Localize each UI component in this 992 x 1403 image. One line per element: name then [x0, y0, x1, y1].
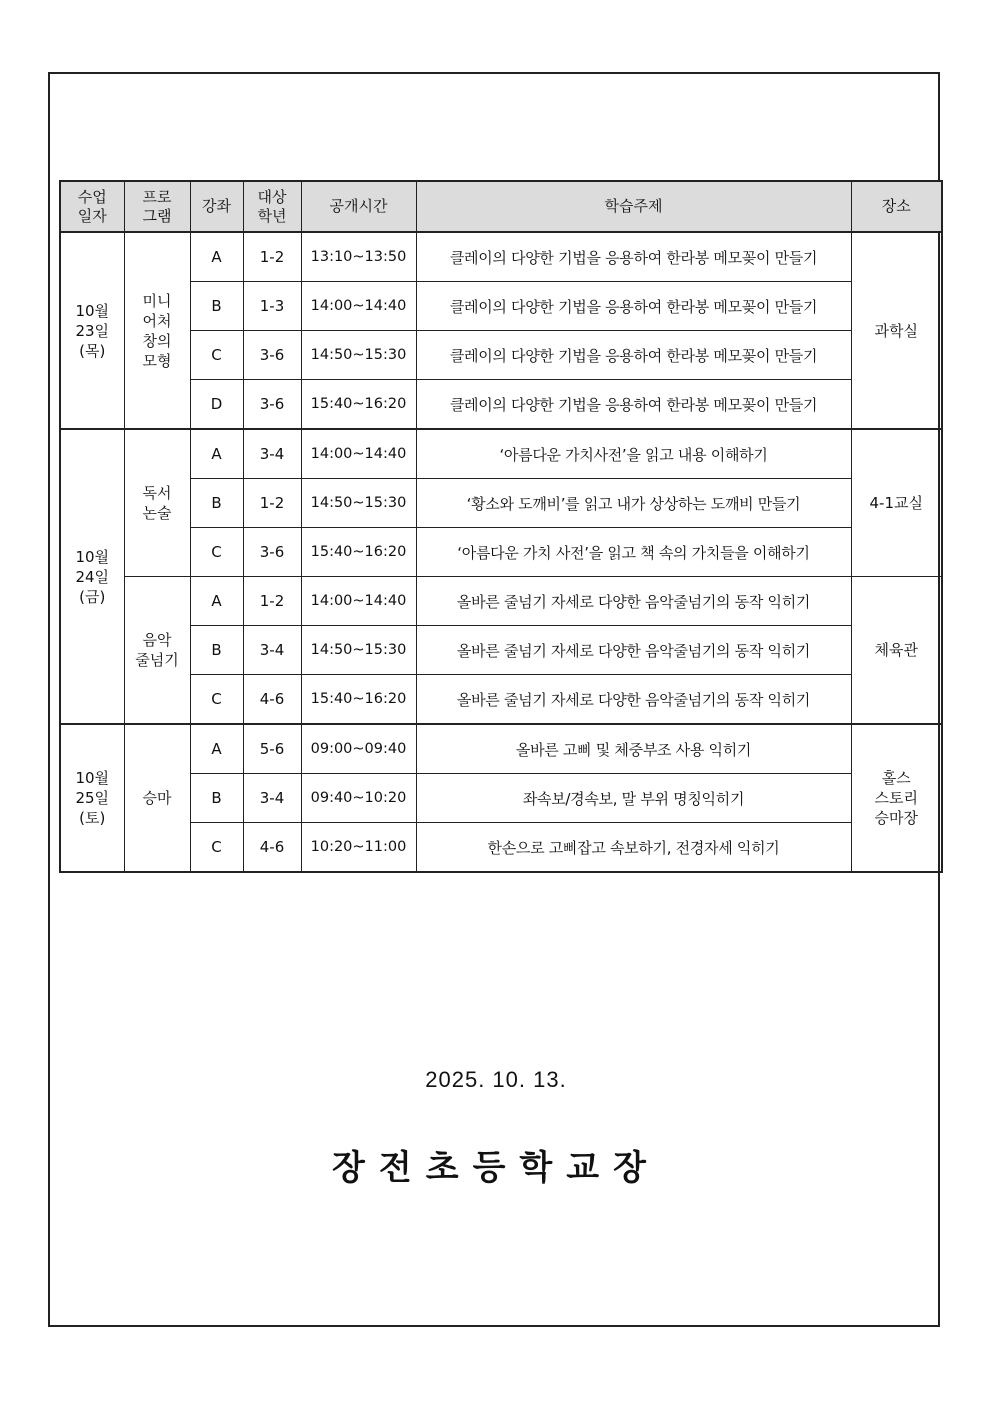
time-cell: 09:00~09:40: [301, 724, 416, 774]
grade-cell: 3-4: [243, 429, 301, 479]
time-cell: 14:50~15:30: [301, 626, 416, 675]
topic-cell: ‘황소와 도깨비’를 읽고 내가 상상하는 도깨비 만들기: [416, 479, 851, 528]
topic-cell: 클레이의 다양한 기법을 응용하여 한라봉 메모꽂이 만들기: [416, 232, 851, 282]
header-class: 강좌: [190, 181, 243, 232]
schedule-table: [59, 180, 943, 873]
class-cell: A: [190, 724, 243, 774]
grade-cell: 1-2: [243, 577, 301, 626]
time-cell: 14:50~15:30: [301, 331, 416, 380]
grade-cell: 3-4: [243, 626, 301, 675]
class-cell: B: [190, 774, 243, 823]
place-cell: 홀스 스토리 승마장: [851, 724, 942, 872]
topic-cell: 올바른 줄넘기 자세로 다양한 음악줄넘기의 동작 익히기: [416, 626, 851, 675]
class-cell: A: [190, 577, 243, 626]
grade-cell: 3-6: [243, 528, 301, 577]
principal-signature: 장전초등학교장: [332, 1148, 660, 1188]
time-cell: 15:40~16:20: [301, 528, 416, 577]
time-cell: 10:20~11:00: [301, 823, 416, 873]
table-row: [60, 774, 942, 823]
grade-cell: 3-6: [243, 380, 301, 430]
table-row: [60, 675, 942, 725]
topic-cell: ‘아름다운 가치 사전’을 읽고 책 속의 가치들을 이해하기: [416, 528, 851, 577]
time-cell: 14:00~14:40: [301, 577, 416, 626]
class-cell: D: [190, 380, 243, 430]
table-header-row: [60, 181, 942, 232]
class-cell: C: [190, 823, 243, 873]
grade-cell: 1-2: [243, 232, 301, 282]
header-date: 수업 일자: [60, 181, 124, 232]
time-cell: 15:40~16:20: [301, 675, 416, 725]
table-row: [60, 282, 942, 331]
class-cell: B: [190, 479, 243, 528]
program-cell: 승마: [124, 724, 190, 872]
grade-cell: 1-2: [243, 479, 301, 528]
table-row: [60, 331, 942, 380]
class-cell: B: [190, 626, 243, 675]
header-place: 장소: [851, 181, 942, 232]
time-cell: 14:50~15:30: [301, 479, 416, 528]
class-cell: A: [190, 232, 243, 282]
table-row: [60, 626, 942, 675]
place-cell: 과학실: [851, 232, 942, 429]
grade-cell: 3-6: [243, 331, 301, 380]
class-cell: C: [190, 528, 243, 577]
table-row: [60, 528, 942, 577]
header-program: 프로 그램: [124, 181, 190, 232]
program-cell: 미니 어처 창의 모형: [124, 232, 190, 429]
place-cell: 체육관: [851, 577, 942, 725]
date-cell: 10월 24일 (금): [60, 429, 124, 724]
program-cell: 음악 줄넘기: [124, 577, 190, 725]
program-cell: 독서 논술: [124, 429, 190, 577]
topic-cell: 올바른 줄넘기 자세로 다양한 음악줄넘기의 동작 익히기: [416, 577, 851, 626]
date-cell: 10월 23일 (목): [60, 232, 124, 429]
class-cell: A: [190, 429, 243, 479]
table-row: [60, 823, 942, 873]
grade-cell: 4-6: [243, 823, 301, 873]
topic-cell: 한손으로 고삐잡고 속보하기, 전경자세 익히기: [416, 823, 851, 873]
table-row: [60, 232, 942, 282]
topic-cell: ‘아름다운 가치사전’을 읽고 내용 이해하기: [416, 429, 851, 479]
date-cell: 10월 25일 (토): [60, 724, 124, 872]
topic-cell: 클레이의 다양한 기법을 응용하여 한라봉 메모꽂이 만들기: [416, 282, 851, 331]
table-row: [60, 429, 942, 479]
time-cell: 14:00~14:40: [301, 429, 416, 479]
topic-cell: 올바른 줄넘기 자세로 다양한 음악줄넘기의 동작 익히기: [416, 675, 851, 725]
table-row: [60, 724, 942, 774]
grade-cell: 3-4: [243, 774, 301, 823]
grade-cell: 5-6: [243, 724, 301, 774]
time-cell: 14:00~14:40: [301, 282, 416, 331]
header-grade: 대상 학년: [243, 181, 301, 232]
topic-cell: 클레이의 다양한 기법을 응용하여 한라봉 메모꽂이 만들기: [416, 380, 851, 430]
header-topic: 학습주제: [416, 181, 851, 232]
time-cell: 13:10~13:50: [301, 232, 416, 282]
issue-date: 2025. 10. 13.: [425, 1067, 567, 1092]
grade-cell: 1-3: [243, 282, 301, 331]
topic-cell: 좌속보/경속보, 말 부위 명칭익히기: [416, 774, 851, 823]
time-cell: 15:40~16:20: [301, 380, 416, 430]
class-cell: B: [190, 282, 243, 331]
place-cell: 4-1교실: [851, 429, 942, 577]
grade-cell: 4-6: [243, 675, 301, 725]
class-cell: C: [190, 675, 243, 725]
header-time: 공개시간: [301, 181, 416, 232]
table-row: [60, 577, 942, 626]
class-cell: C: [190, 331, 243, 380]
table-row: [60, 380, 942, 430]
table-row: [60, 479, 942, 528]
topic-cell: 클레이의 다양한 기법을 응용하여 한라봉 메모꽂이 만들기: [416, 331, 851, 380]
topic-cell: 올바른 고삐 및 체중부조 사용 익히기: [416, 724, 851, 774]
time-cell: 09:40~10:20: [301, 774, 416, 823]
